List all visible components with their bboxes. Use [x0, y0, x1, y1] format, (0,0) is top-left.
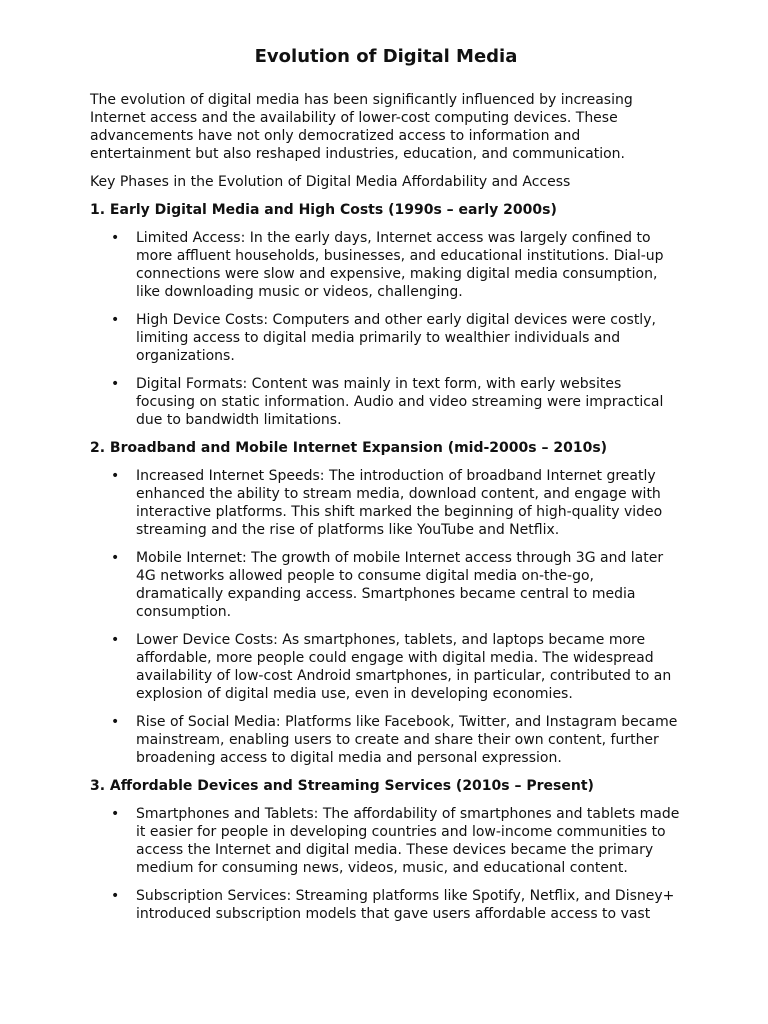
bullet-icon: • [111, 714, 120, 730]
bullet-icon: • [111, 550, 120, 566]
bullet-list [90, 229, 682, 429]
bullet-list [90, 467, 682, 767]
bullet-icon: • [111, 632, 120, 648]
list-item [90, 887, 682, 923]
list-item-text: Increased Internet Speeds: The introduction of broadband Internet greatly enhanced the ability to stream media, download content, and engage with interactive platforms. This shift marked the beginning of high-quality video streaming and the rise of platforms like YouTube and Netflix. [136, 468, 663, 538]
list-item [90, 549, 682, 621]
bullet-icon: • [111, 806, 120, 822]
section-heading: 2. Broadband and Mobile Internet Expansion (mid-2000s – 2010s) [90, 440, 608, 456]
bullet-icon: • [111, 376, 120, 392]
list-item [90, 229, 682, 301]
list-item [90, 311, 682, 365]
list-item-text: Lower Device Costs: As smartphones, tablets, and laptops became more affordable, more people could engage with digital media. The widespread availability of low-cost Android smartphones, in particular, contributed to an explosion of digital media use, even in developing economies. [136, 632, 672, 702]
list-item-text: Limited Access: In the early days, Internet access was largely confined to more affluent households, businesses, and educational institutions. Dial-up connections were slow and expensive, making digital media consumption, like downloading music or videos, challenging. [136, 230, 664, 300]
list-item-text: Subscription Services: Streaming platforms like Spotify, Netflix, and Disney+ introduced subscription models that gave users affordable access to vast [136, 888, 675, 922]
bullet-list [90, 805, 682, 923]
list-item [90, 805, 682, 877]
list-item [90, 713, 682, 767]
list-item-text: High Device Costs: Computers and other early digital devices were costly, limiting access to digital media primarily to wealthier individuals and organizations. [136, 312, 656, 364]
document-page [90, 45, 682, 933]
bullet-icon: • [111, 468, 120, 484]
document-title: Evolution of Digital Media [254, 46, 518, 67]
section-heading: 3. Affordable Devices and Streaming Services (2010s – Present) [90, 778, 594, 794]
section-broadband-mobile [90, 439, 682, 767]
intro-paragraph: The evolution of digital media has been significantly influenced by increasing Internet access and the availability of lower-cost computing devices. These advancements have not only democratized access to information and entertainment but also reshaped industries, education, and communication. [90, 92, 633, 162]
list-item-text: Smartphones and Tablets: The affordability of smartphones and tablets made it easier for people in developing countries and low-income communities to access the Internet and digital media. These devices became the primary medium for consuming news, videos, music, and educational content. [136, 806, 680, 876]
section-affordable-devices [90, 777, 682, 923]
key-phases-subheading: Key Phases in the Evolution of Digital Media Affordability and Access [90, 174, 571, 190]
section-heading: 1. Early Digital Media and High Costs (1990s – early 2000s) [90, 202, 557, 218]
bullet-icon: • [111, 230, 120, 246]
list-item [90, 467, 682, 539]
list-item-text: Rise of Social Media: Platforms like Facebook, Twitter, and Instagram became mainstream, enabling users to create and share their own content, further broadening access to digital media and personal expression. [136, 714, 678, 766]
bullet-icon: • [111, 888, 120, 904]
list-item [90, 631, 682, 703]
list-item-text: Mobile Internet: The growth of mobile Internet access through 3G and later 4G networks allowed people to consume digital media on-the-go, dramatically expanding access. Smartphones became central to media consumption. [136, 550, 664, 620]
list-item [90, 375, 682, 429]
bullet-icon: • [111, 312, 120, 328]
list-item-text: Digital Formats: Content was mainly in text form, with early websites focusing on static information. Audio and video streaming were impractical due to bandwidth limitations. [136, 376, 664, 428]
section-early-digital-media [90, 201, 682, 429]
